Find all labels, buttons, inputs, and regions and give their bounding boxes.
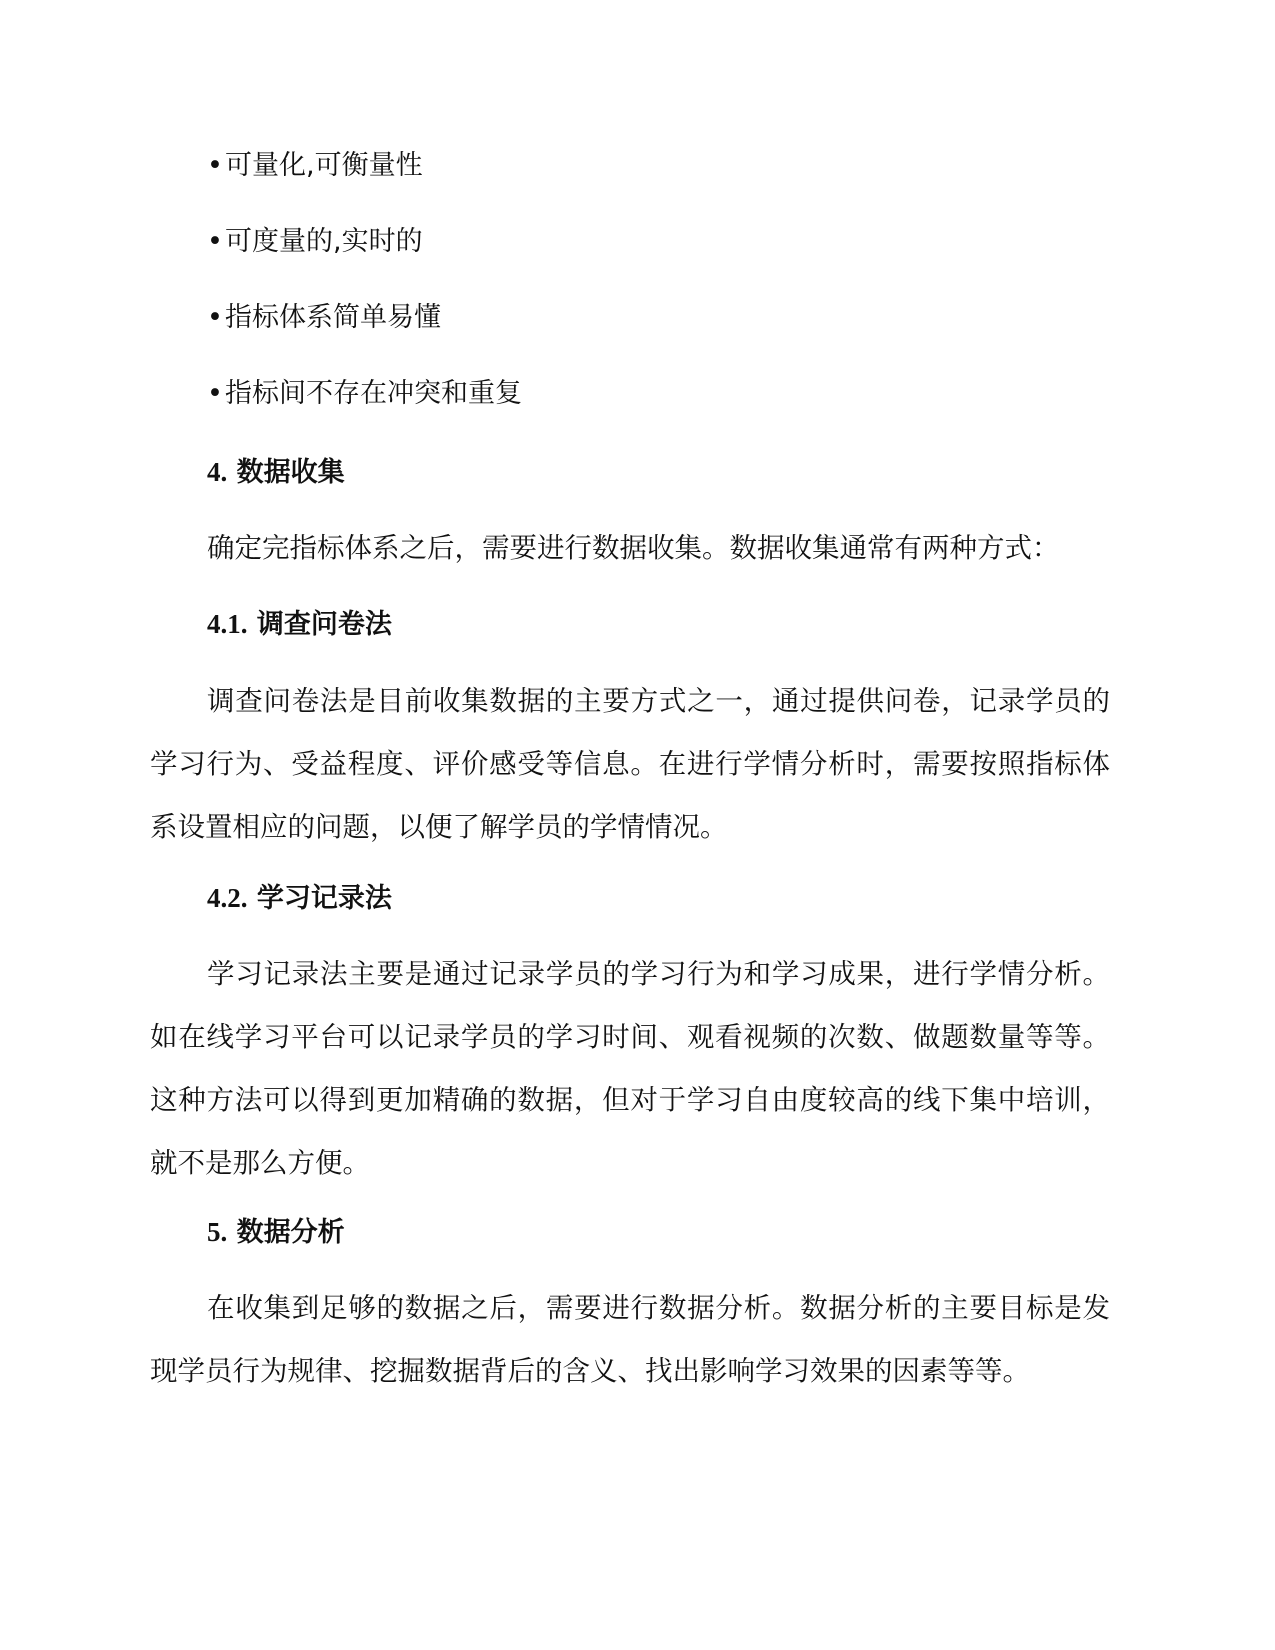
section-heading-4-2 bbox=[207, 880, 392, 917]
bullet-text: 可量化,可衡量性 bbox=[225, 150, 423, 181]
section-heading-4 bbox=[207, 454, 345, 491]
bullet-item bbox=[207, 376, 522, 412]
bullet-marker: • bbox=[207, 150, 223, 181]
section-title: 学习记录法 bbox=[256, 883, 392, 914]
section-heading-5 bbox=[207, 1214, 345, 1251]
bullet-marker: • bbox=[207, 226, 223, 257]
section-4-1-body: 调查问卷法是目前收集数据的主要方式之一，通过提供问卷，记录学员的学习行为、受益程度、评价感受等信息。在进行学情分析时，需要按照指标体系设置相应的问题，以便了解学员的学情情况。 bbox=[150, 685, 1110, 843]
section-title: 数据收集 bbox=[236, 457, 345, 488]
section-title: 调查问卷法 bbox=[256, 609, 392, 640]
bullet-text: 可度量的,实时的 bbox=[225, 226, 423, 257]
section-number: 5. bbox=[207, 1217, 228, 1247]
section-number: 4. bbox=[207, 457, 228, 487]
section-4-2-body: 学习记录法主要是通过记录学员的学习行为和学习成果，进行学情分析。如在线学习平台可以记录学员的学习时间、观看视频的次数、做题数量等等。这种方法可以得到更加精确的数据，但对于学习自由度较高的线下集中培训，就不是那么方便。 bbox=[150, 958, 1110, 1179]
bullet-text: 指标体系简单易懂 bbox=[225, 302, 441, 333]
bullet-text: 指标间不存在冲突和重复 bbox=[225, 378, 522, 409]
bullet-item bbox=[207, 224, 423, 260]
section-5-body: 在收集到足够的数据之后，需要进行数据分析。数据分析的主要目标是发现学员行为规律、挖掘数据背后的含义、找出影响学习效果的因素等等。 bbox=[150, 1292, 1110, 1387]
section-heading-4-1 bbox=[207, 606, 392, 643]
bullet-marker: • bbox=[207, 302, 223, 333]
bullet-marker: • bbox=[207, 378, 223, 409]
section-number: 4.1. bbox=[207, 609, 248, 639]
section-4-intro: 确定完指标体系之后，需要进行数据收集。数据收集通常有两种方式： bbox=[207, 532, 1060, 564]
section-number: 4.2. bbox=[207, 883, 248, 913]
section-title: 数据分析 bbox=[236, 1217, 345, 1248]
bullet-item bbox=[207, 148, 423, 184]
bullet-item bbox=[207, 300, 441, 336]
